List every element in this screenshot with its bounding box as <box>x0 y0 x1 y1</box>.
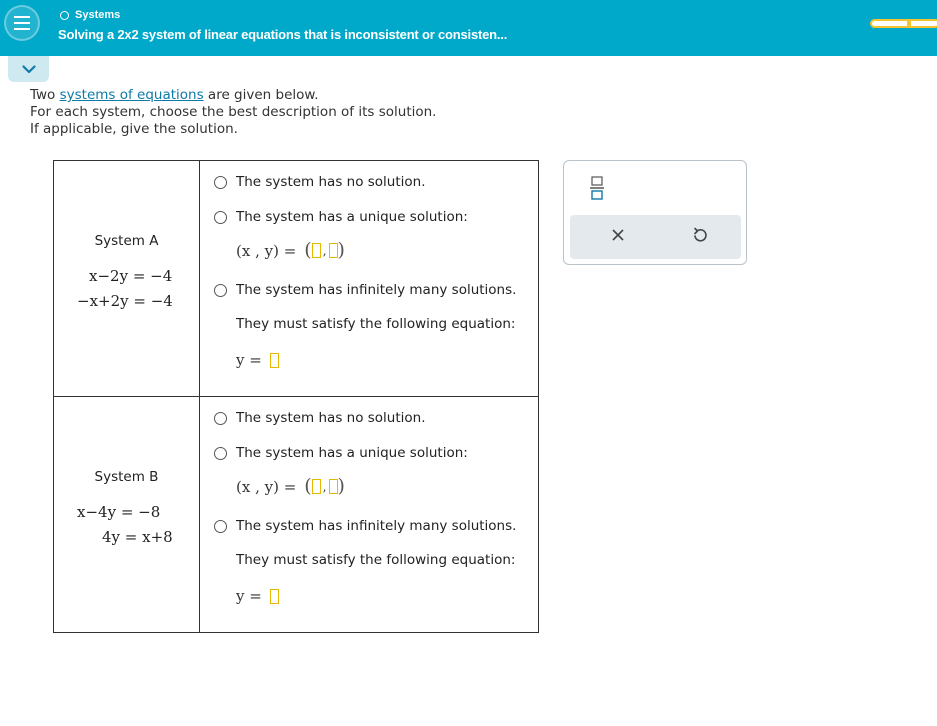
system-a-satisfy-text: They must satisfy the following equation: <box>236 316 516 332</box>
system-b-name: System B <box>94 469 159 485</box>
clear-button[interactable] <box>611 227 625 246</box>
problem-instructions: Two systems of equations are given below. For each system, choose the best description of its solution. If applicable, give the solution. <box>30 87 437 137</box>
close-icon <box>611 228 625 242</box>
progress-bar <box>870 19 937 28</box>
system-b-equation-1: x−4y = −8 <box>77 503 161 521</box>
menu-button[interactable] <box>4 5 40 41</box>
fraction-button[interactable] <box>590 175 604 205</box>
system-b-xy-answer: (x , y) = ( , ) <box>236 475 345 497</box>
system-a-option-infinite[interactable]: The system has infinitely many solutions. <box>214 282 516 298</box>
system-b-option-unique[interactable]: The system has a unique solution: <box>214 445 468 461</box>
system-a-y-equation-input[interactable] <box>270 353 279 368</box>
system-a-y-equation: y = <box>236 351 279 369</box>
system-b-choices <box>200 397 539 633</box>
system-b-cell <box>54 397 200 633</box>
systems-of-equations-link[interactable]: systems of equations <box>59 87 204 103</box>
system-b-option-no-solution[interactable]: The system has no solution. <box>214 410 426 426</box>
radio-button[interactable] <box>214 211 227 224</box>
progress-marker <box>907 21 911 26</box>
systems-table <box>53 160 539 633</box>
system-b-y-equation: y = <box>236 587 279 605</box>
system-b-y-input[interactable] <box>329 479 338 494</box>
chevron-down-icon <box>22 65 36 74</box>
system-b-row <box>54 397 539 633</box>
system-b-option-infinite[interactable]: The system has infinitely many solutions. <box>214 518 516 534</box>
collapse-toggle-button[interactable] <box>8 56 49 82</box>
system-b-y-equation-input[interactable] <box>270 589 279 604</box>
radio-button[interactable] <box>214 447 227 460</box>
system-a-row <box>54 161 539 397</box>
topic-circle-icon <box>60 11 69 20</box>
radio-button[interactable] <box>214 520 227 533</box>
system-a-choices <box>200 161 539 397</box>
system-a-equation-1: x−2y = −4 <box>89 267 173 285</box>
topic-label <box>60 9 120 21</box>
system-a-xy-answer: (x , y) = ( , ) <box>236 239 345 261</box>
system-b-equation-2: 4y = x+8 <box>102 528 173 546</box>
system-a-equation-2: −x+2y = −4 <box>77 292 173 310</box>
page-title: Solving a 2x2 system of linear equations that is inconsistent or consisten... <box>58 27 508 42</box>
system-a-y-input[interactable] <box>329 243 338 258</box>
system-a-option-no-solution[interactable]: The system has no solution. <box>214 174 426 190</box>
undo-button[interactable] <box>692 227 708 247</box>
radio-button[interactable] <box>214 176 227 189</box>
undo-icon <box>692 227 708 243</box>
system-a-name: System A <box>94 233 159 249</box>
system-a-cell <box>54 161 200 397</box>
system-a-x-input[interactable] <box>312 243 321 258</box>
fraction-icon <box>590 175 604 201</box>
system-a-option-unique[interactable]: The system has a unique solution: <box>214 209 468 225</box>
toolbox-action-bar <box>570 215 741 259</box>
system-b-x-input[interactable] <box>312 479 321 494</box>
system-b-satisfy-text: They must satisfy the following equation: <box>236 552 516 568</box>
top-header <box>0 0 937 56</box>
menu-icon <box>14 16 30 18</box>
math-toolbox <box>563 160 747 265</box>
radio-button[interactable] <box>214 412 227 425</box>
topic-text: Systems <box>75 9 121 21</box>
radio-button[interactable] <box>214 284 227 297</box>
